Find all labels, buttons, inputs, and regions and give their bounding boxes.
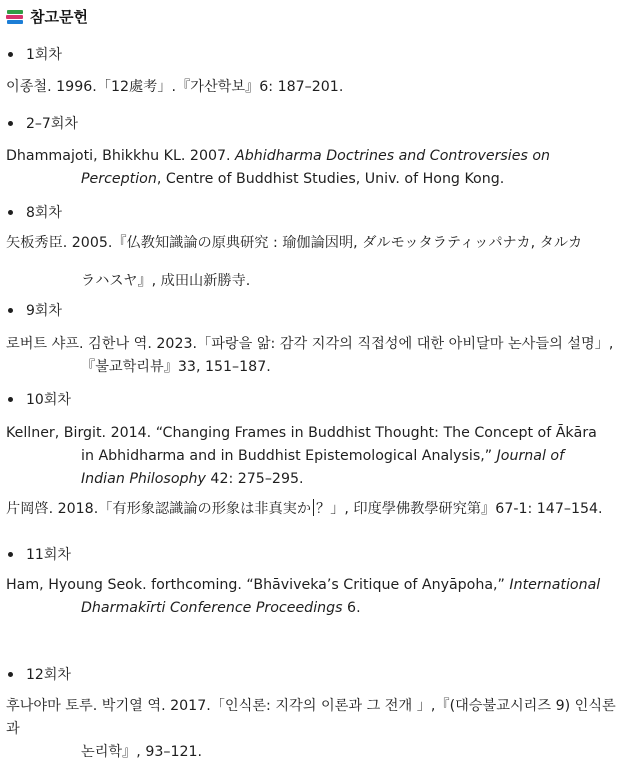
reference-entry: 이종철. 1996.「12處考」.『가산학보』6: 187–201. [6, 79, 344, 95]
bullet-dot [8, 52, 13, 57]
bullet-dot [8, 552, 13, 557]
bullet-dot [8, 210, 13, 215]
heading-title: 참고문헌 [30, 8, 88, 26]
section-label-4: 9회차 [8, 300, 62, 320]
reference-entry: Dhammajoti, Bhikkhu KL. 2007. Abhidharma Doctrines and Controversies on Perception, Centre of Buddhist Studies, Univ. of Hong Kong. [6, 148, 551, 187]
references-heading [6, 6, 88, 27]
section-label-6: 11회차 [8, 544, 71, 564]
section-label-1: 1회차 [8, 44, 62, 64]
bullet-dot [8, 397, 13, 402]
reference-entry: Ham, Hyoung Seok. forthcoming. “Bhāviveka’s Critique of Anyāpoha,” International Dharmakīrti Conference Proceedings 6. [6, 577, 601, 616]
bullet-dot [8, 672, 13, 677]
bullet-dot [8, 308, 13, 313]
section-label-3: 8회차 [8, 202, 62, 222]
reference-entry: Kellner, Birgit. 2014. “Changing Frames in Buddhist Thought: The Concept of Ākāra in Abhidharma and in Buddhist Epistemological Analysis,” Journal of Indian Philosophy 42: 275–295. [6, 425, 597, 487]
section-label-7: 12회차 [8, 664, 71, 684]
reference-entry: 후나야마 토루. 박기열 역. 2017.「인식론: 지각의 이론과 그 전개 」,『(대승불교시리즈 9) 인식론과 논리학』, 93–121. [6, 698, 616, 760]
section-label-5: 10회차 [8, 389, 71, 409]
reference-entry: 矢板秀臣. 2005.『仏教知識論の原典研究 : 瑜伽論因明, ダルモッタラティッパナカ, タルカ ラハスヤ』, 成田山新勝寺. [6, 235, 583, 289]
text-cursor [313, 499, 314, 516]
bullet-dot [8, 121, 13, 126]
reference-entry: 로버트 샤프. 김한나 역. 2023.「파랑을 앎: 감각 지각의 직접성에 대한 아비달마 논사들의 설명」, 『불교학리뷰』33, 151–187. [6, 336, 614, 375]
books-icon [6, 9, 24, 25]
reference-entry: 片岡啓. 2018.「有形象認識論の形象は非真実か ？」, 印度學佛教學研究第』67-1: 147–154. [6, 501, 603, 517]
section-label-2: 2–7회차 [8, 113, 78, 133]
